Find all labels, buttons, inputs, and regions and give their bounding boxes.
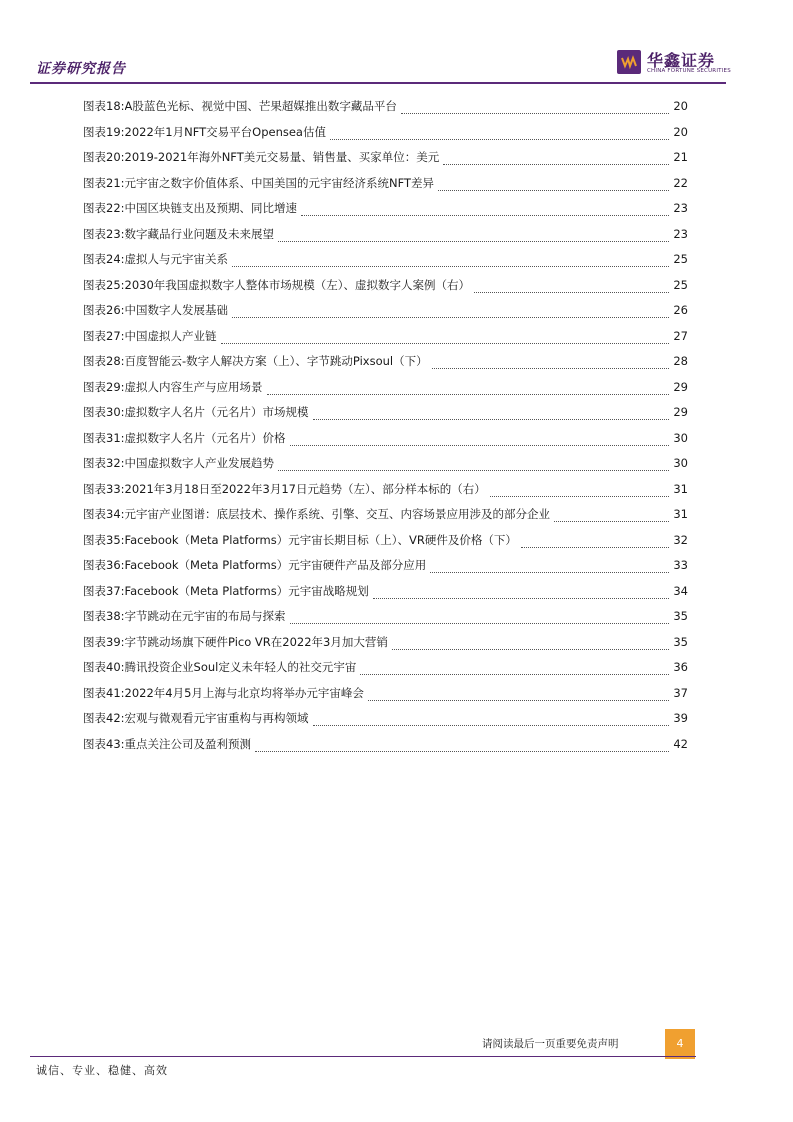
toc-entry-label: 图表37: <box>83 583 125 598</box>
toc-entry-page: 36 <box>673 660 688 674</box>
toc-dot-leader <box>360 674 669 675</box>
toc-entry-label: 图表24: <box>83 252 125 266</box>
toc-dot-leader <box>290 445 670 446</box>
toc-entry-page: 29 <box>673 405 688 419</box>
toc-dot-leader <box>221 343 670 344</box>
toc-entry-title: 腾讯投资企业Soul定义未年轻人的社交元宇宙 <box>124 660 357 674</box>
toc-dot-leader <box>313 419 670 420</box>
toc-dot-leader <box>554 521 669 522</box>
toc-entry-page: 32 <box>673 532 688 547</box>
toc-entry-label: 图表30: <box>83 405 125 419</box>
toc-entry-page: 21 <box>673 150 688 164</box>
toc-entry-title: 虚拟人与元宇宙关系 <box>124 252 229 266</box>
toc-dot-leader <box>392 649 670 650</box>
toc-entry-label: 图表35: <box>83 532 125 547</box>
toc-entry-page: 30 <box>673 456 688 470</box>
toc-entry[interactable] <box>83 328 688 354</box>
toc-dot-leader <box>255 751 669 752</box>
toc-dot-leader <box>521 547 670 548</box>
table-of-figures <box>83 98 688 761</box>
toc-entry[interactable] <box>83 455 688 481</box>
toc-dot-leader <box>313 725 670 726</box>
toc-entry[interactable] <box>83 175 688 201</box>
toc-entry-page: 42 <box>673 736 688 751</box>
toc-entry[interactable] <box>83 634 688 660</box>
toc-entry-page: 23 <box>673 201 688 215</box>
logo-company-name: 华鑫证券 <box>647 51 716 70</box>
report-type-title: 证券研究报告 <box>36 61 126 77</box>
toc-entry-label: 图表26: <box>83 303 125 317</box>
toc-entry-page: 31 <box>673 481 688 496</box>
toc-entry-title: Facebook（Meta Platforms）元宇宙战略规划 <box>124 583 369 598</box>
toc-entry[interactable] <box>83 557 688 583</box>
page-number: 4 <box>665 1029 695 1059</box>
toc-entry-page: 26 <box>673 303 688 317</box>
toc-entry-label: 图表29: <box>83 379 125 394</box>
toc-entry[interactable] <box>83 302 688 328</box>
logo-mark-icon <box>617 50 641 74</box>
toc-entry-title: 中国区块链支出及预期、同比增速 <box>124 201 298 215</box>
toc-entry-page: 37 <box>673 685 688 700</box>
toc-dot-leader <box>474 292 669 293</box>
toc-entry-title: 虚拟人内容生产与应用场景 <box>124 379 263 394</box>
toc-dot-leader <box>373 598 670 599</box>
toc-entry[interactable] <box>83 583 688 609</box>
toc-entry-title: 2021年3月18日至2022年3月17日元趋势（左）、部分样本标的（右） <box>124 481 486 496</box>
toc-entry-page: 25 <box>673 277 688 292</box>
toc-dot-leader <box>368 700 669 701</box>
toc-entry-page: 39 <box>673 711 688 725</box>
toc-entry-label: 图表27: <box>83 328 125 343</box>
toc-entry-title: A股蓝色光标、视觉中国、芒果超媒推出数字藏品平台 <box>124 99 397 113</box>
toc-entry-page: 35 <box>673 634 688 649</box>
toc-entry-title: 2022年1月NFT交易平台Opensea估值 <box>124 124 326 139</box>
toc-dot-leader <box>267 394 670 395</box>
toc-entry-page: 29 <box>673 379 688 394</box>
toc-entry-page: 30 <box>673 430 688 445</box>
toc-entry-page: 27 <box>673 328 688 343</box>
toc-entry[interactable] <box>83 379 688 405</box>
toc-entry-page: 20 <box>673 124 688 139</box>
toc-entry-title: 2022年4月5月上海与北京均将举办元宇宙峰会 <box>124 685 364 700</box>
toc-entry[interactable] <box>83 353 688 379</box>
toc-dot-leader <box>490 496 670 497</box>
toc-entry-label: 图表33: <box>83 481 125 496</box>
toc-entry[interactable] <box>83 506 688 532</box>
toc-entry-title: 2030年我国虚拟数字人整体市场规模（左）、虚拟数字人案例（右） <box>124 277 471 292</box>
toc-entry-page: 28 <box>673 354 688 368</box>
toc-entry-page: 25 <box>673 252 688 266</box>
toc-dot-leader <box>330 139 669 140</box>
toc-entry[interactable] <box>83 710 688 736</box>
toc-entry[interactable] <box>83 430 688 456</box>
toc-entry-title: 中国数字人发展基础 <box>124 303 229 317</box>
toc-entry-page: 22 <box>673 175 688 190</box>
toc-entry[interactable] <box>83 736 688 762</box>
toc-entry-page: 23 <box>673 226 688 241</box>
toc-entry-label: 图表36: <box>83 558 125 572</box>
toc-entry-title: 数字藏品行业问题及未来展望 <box>124 226 275 241</box>
toc-dot-leader <box>432 368 670 369</box>
toc-entry-page: 20 <box>673 99 688 113</box>
toc-entry-title: 宏观与微观看元宇宙重构与再构领域 <box>124 711 309 725</box>
toc-dot-leader <box>430 572 669 573</box>
toc-entry-label: 图表34: <box>83 507 125 521</box>
toc-entry-page: 33 <box>673 558 688 572</box>
toc-entry[interactable] <box>83 532 688 558</box>
toc-entry-title: 字节跳动在元宇宙的布局与探索 <box>124 609 286 623</box>
toc-entry[interactable] <box>83 124 688 150</box>
toc-entry[interactable] <box>83 277 688 303</box>
toc-entry-label: 图表18: <box>83 99 125 113</box>
toc-entry-page: 35 <box>673 609 688 623</box>
toc-dot-leader <box>301 215 669 216</box>
toc-entry-label: 图表38: <box>83 609 125 623</box>
toc-entry-label: 图表42: <box>83 711 125 725</box>
header-divider <box>30 82 726 84</box>
toc-dot-leader <box>443 164 669 165</box>
footer-motto: 诚信、专业、稳健、高效 <box>36 1064 168 1077</box>
toc-entry-label: 图表25: <box>83 277 125 292</box>
toc-dot-leader <box>232 266 669 267</box>
toc-entry-page: 31 <box>673 507 688 521</box>
toc-dot-leader <box>401 113 669 114</box>
logo-company-english: CHINA FORTUNE SECURITIES <box>647 68 731 74</box>
toc-entry[interactable] <box>83 659 688 685</box>
toc-entry[interactable] <box>83 608 688 634</box>
toc-entry-label: 图表32: <box>83 456 125 470</box>
footer-divider <box>30 1056 696 1057</box>
toc-dot-leader <box>290 623 670 624</box>
toc-dot-leader <box>278 241 669 242</box>
toc-dot-leader <box>438 190 669 191</box>
toc-entry-title: 2019-2021年海外NFT美元交易量、销售量、买家单位：美元 <box>124 150 440 164</box>
page-header <box>0 0 793 86</box>
toc-entry-title: 元宇宙产业图谱：底层技术、操作系统、引擎、交互、内容场景应用涉及的部分企业 <box>124 507 551 521</box>
toc-dot-leader <box>232 317 669 318</box>
toc-entry-label: 图表21: <box>83 175 125 190</box>
toc-entry-title: 虚拟数字人名片（元名片）市场规模 <box>124 405 309 419</box>
toc-entry-label: 图表22: <box>83 201 125 215</box>
toc-entry[interactable] <box>83 685 688 711</box>
toc-entry-title: 重点关注公司及盈利预测 <box>124 736 252 751</box>
toc-entry-title: 中国虚拟数字人产业发展趋势 <box>124 456 275 470</box>
toc-entry-label: 图表20: <box>83 150 125 164</box>
toc-entry-label: 图表40: <box>83 660 125 674</box>
toc-entry-title: 字节跳动场旗下硬件Pico VR在2022年3月加大营销 <box>124 634 388 649</box>
toc-entry-label: 图表31: <box>83 430 125 445</box>
toc-entry-title: 虚拟数字人名片（元名片）价格 <box>124 430 286 445</box>
toc-entry-title: 百度智能云-数字人解决方案（上）、字节跳动Pixsoul（下） <box>124 354 428 368</box>
toc-entry-label: 图表28: <box>83 354 125 368</box>
toc-entry-title: Facebook（Meta Platforms）元宇宙硬件产品及部分应用 <box>124 558 427 572</box>
toc-entry[interactable] <box>83 200 688 226</box>
toc-entry-label: 图表23: <box>83 226 125 241</box>
toc-entry[interactable] <box>83 149 688 175</box>
toc-entry-page: 34 <box>673 583 688 598</box>
toc-entry-title: 元宇宙之数字价值体系、中国美国的元宇宙经济系统NFT差异 <box>124 175 435 190</box>
disclaimer-notice: 请阅读最后一页重要免责声明 <box>482 1038 619 1050</box>
toc-entry-label: 图表43: <box>83 736 125 751</box>
toc-dot-leader <box>278 470 669 471</box>
toc-entry-title: 中国虚拟人产业链 <box>124 328 217 343</box>
company-logo <box>617 48 757 78</box>
toc-entry-label: 图表41: <box>83 685 125 700</box>
toc-entry-title: Facebook（Meta Platforms）元宇宙长期目标（上）、VR硬件及价格（下） <box>124 532 517 547</box>
toc-entry[interactable] <box>83 481 688 507</box>
toc-entry[interactable] <box>83 251 688 277</box>
toc-entry[interactable] <box>83 98 688 124</box>
toc-entry-label: 图表39: <box>83 634 125 649</box>
toc-entry[interactable] <box>83 404 688 430</box>
toc-entry-label: 图表19: <box>83 124 125 139</box>
toc-entry[interactable] <box>83 226 688 252</box>
